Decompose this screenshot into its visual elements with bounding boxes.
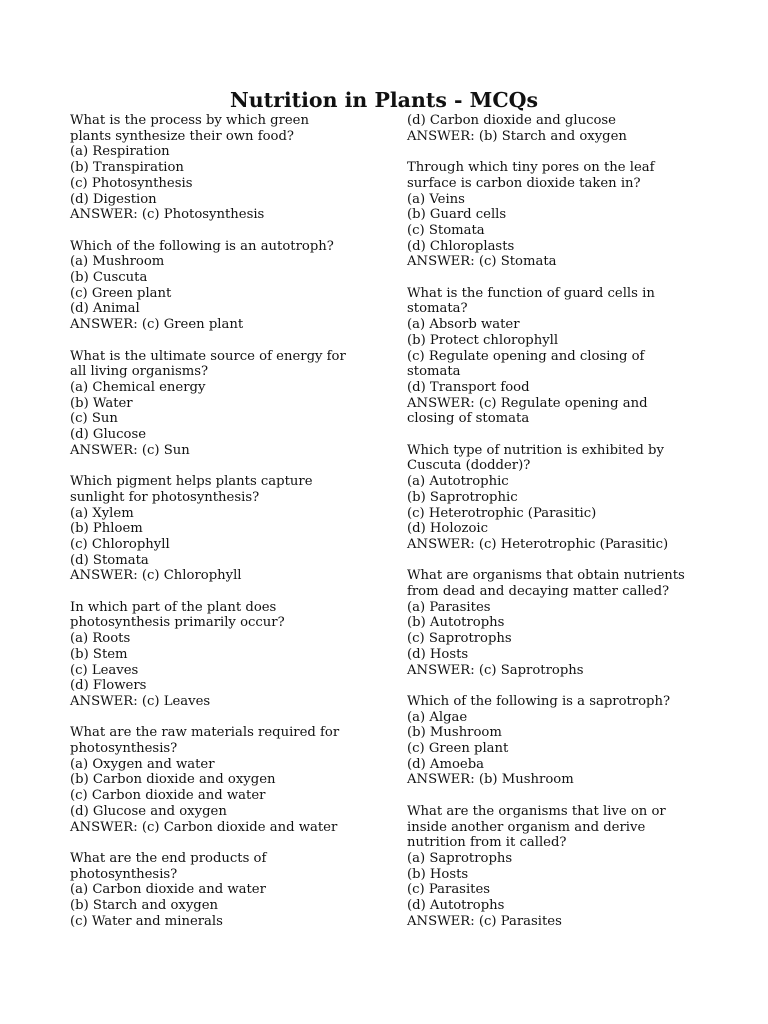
answer-line: ANSWER: (c) Sun xyxy=(70,442,190,458)
option-line: (d) Glucose xyxy=(70,427,147,443)
question-line: nutrition from it called? xyxy=(407,835,567,851)
question-line: Cuscuta (dodder)? xyxy=(407,458,531,474)
mcq-block xyxy=(407,694,742,788)
question-line: Which type of nutrition is exhibited by xyxy=(407,442,664,458)
option-line: (d) Stomata xyxy=(70,552,149,568)
mcq-block xyxy=(70,600,405,710)
option-line: (b) Protect chlorophyll xyxy=(407,332,559,348)
answer-line: ANSWER: (c) Leaves xyxy=(70,693,211,709)
option-line: (a) Oxygen and water xyxy=(70,756,215,772)
mcq-block xyxy=(70,239,405,333)
option-line: (a) Mushroom xyxy=(70,254,165,270)
option-line: (b) Cuscuta xyxy=(70,270,148,286)
answer-line: ANSWER: (c) Heterotrophic (Parasitic) xyxy=(407,536,669,552)
option-line: (c) Chlorophyll xyxy=(70,536,170,552)
option-line: (b) Guard cells xyxy=(407,207,507,223)
question-line: What is the function of guard cells in xyxy=(407,285,655,301)
option-line: (b) Water xyxy=(70,395,133,411)
option-line: stomata xyxy=(407,364,461,380)
option-line: (b) Transpiration xyxy=(70,160,184,176)
option-line: (a) Parasites xyxy=(407,599,491,615)
question-line: photosynthesis? xyxy=(70,741,178,757)
option-line: (c) Photosynthesis xyxy=(70,175,193,191)
question-line: plants synthesize their own food? xyxy=(70,128,295,144)
question-line: What is the process by which green xyxy=(70,113,309,128)
answer-line: ANSWER: (c) Chlorophyll xyxy=(70,568,242,584)
mcq-block xyxy=(407,568,742,678)
option-line: (b) Autotrophs xyxy=(407,615,505,631)
question-line: inside another organism and derive xyxy=(407,819,646,835)
answer-line: ANSWER: (b) Mushroom xyxy=(407,772,574,788)
option-line: (d) Hosts xyxy=(407,646,469,662)
mcq-block xyxy=(70,851,405,930)
mcq-block xyxy=(407,443,742,553)
option-line: (b) Carbon dioxide and oxygen xyxy=(70,772,276,788)
option-line: (d) Glucose and oxygen xyxy=(70,803,227,819)
option-line: (b) Starch and oxygen xyxy=(70,898,219,914)
question-line: What is the ultimate source of energy for xyxy=(70,348,346,364)
answer-line: ANSWER: (c) Carbon dioxide and water xyxy=(70,819,338,835)
option-line: (d) Flowers xyxy=(70,678,147,694)
option-line: (c) Green plant xyxy=(407,741,509,757)
question-line: Which pigment helps plants capture xyxy=(70,474,313,490)
option-line: (b) Stem xyxy=(70,646,128,662)
option-line: (d) Holozoic xyxy=(407,521,489,537)
option-line: (c) Stomata xyxy=(407,222,485,238)
option-line: (d) Animal xyxy=(70,301,140,317)
question-line: photosynthesis? xyxy=(70,866,178,882)
mcq-block xyxy=(70,474,405,584)
option-line: (a) Respiration xyxy=(70,144,170,160)
mcq-block xyxy=(70,113,405,223)
mcq-block xyxy=(407,286,742,427)
option-line: (b) Hosts xyxy=(407,866,469,882)
question-line: What are the end products of xyxy=(70,850,267,866)
answer-line: ANSWER: (b) Starch and oxygen xyxy=(407,128,627,144)
mcq-block xyxy=(70,725,405,835)
answer-line: ANSWER: (c) Regulate opening and xyxy=(407,395,648,411)
option-line: (a) Absorb water xyxy=(407,317,520,333)
option-line: (c) Green plant xyxy=(70,285,172,301)
right-column xyxy=(407,113,742,929)
option-line: (c) Carbon dioxide and water xyxy=(70,788,266,804)
question-line: photosynthesis primarily occur? xyxy=(70,615,285,631)
question-line: Through which tiny pores on the leaf xyxy=(407,160,655,176)
option-line: (c) Sun xyxy=(70,411,118,427)
question-line: all living organisms? xyxy=(70,364,209,380)
mcq-block xyxy=(407,160,742,270)
question-line: What are organisms that obtain nutrients xyxy=(407,568,685,584)
option-line: (a) Carbon dioxide and water xyxy=(70,882,266,898)
option-line: (c) Regulate opening and closing of xyxy=(407,348,645,364)
option-line: (b) Phloem xyxy=(70,521,143,537)
page-title: Nutrition in Plants - MCQs xyxy=(229,88,539,112)
option-line: (a) Roots xyxy=(70,631,131,647)
left-column xyxy=(70,113,405,929)
answer-line: ANSWER: (c) Stomata xyxy=(407,254,557,270)
answer-line: ANSWER: (c) Green plant xyxy=(70,317,244,333)
option-line: (a) Veins xyxy=(407,191,465,207)
option-line: (d) Chloroplasts xyxy=(407,238,515,254)
option-line: (b) Saprotrophic xyxy=(407,489,518,505)
answer-line: ANSWER: (c) Photosynthesis xyxy=(70,207,265,223)
mcq-block xyxy=(70,349,405,459)
question-line: Which of the following is a saprotroph? xyxy=(407,693,671,709)
option-line: (d) Carbon dioxide and glucose xyxy=(407,113,616,128)
option-line: (c) Parasites xyxy=(407,882,491,898)
option-line: (a) Saprotrophs xyxy=(407,850,513,866)
question-line: Which of the following is an autotroph? xyxy=(70,238,334,254)
answer-line: ANSWER: (c) Saprotrophs xyxy=(407,662,584,678)
option-line: (d) Amoeba xyxy=(407,756,485,772)
mcq-block xyxy=(407,804,742,930)
answer-line: closing of stomata xyxy=(407,411,530,427)
option-line: (b) Mushroom xyxy=(407,725,502,741)
mcq-block xyxy=(407,113,742,144)
option-line: (c) Heterotrophic (Parasitic) xyxy=(407,505,597,521)
option-line: (c) Water and minerals xyxy=(70,913,223,929)
option-line: (c) Leaves xyxy=(70,662,139,678)
question-line: In which part of the plant does xyxy=(70,599,277,615)
question-line: surface is carbon dioxide taken in? xyxy=(407,175,641,191)
question-line: What are the raw materials required for xyxy=(70,725,340,741)
option-line: (d) Digestion xyxy=(70,191,157,207)
option-line: (c) Saprotrophs xyxy=(407,631,512,647)
option-line: (a) Autotrophic xyxy=(407,474,509,490)
question-line: What are the organisms that live on or xyxy=(407,803,666,819)
option-line: (a) Xylem xyxy=(70,505,134,521)
question-line: stomata? xyxy=(407,301,468,317)
option-line: (d) Autotrophs xyxy=(407,898,505,914)
question-line: from dead and decaying matter called? xyxy=(407,584,670,600)
question-line: sunlight for photosynthesis? xyxy=(70,489,260,505)
option-line: (d) Transport food xyxy=(407,379,530,395)
answer-line: ANSWER: (c) Parasites xyxy=(407,913,562,929)
option-line: (a) Algae xyxy=(407,709,468,725)
option-line: (a) Chemical energy xyxy=(70,379,206,395)
